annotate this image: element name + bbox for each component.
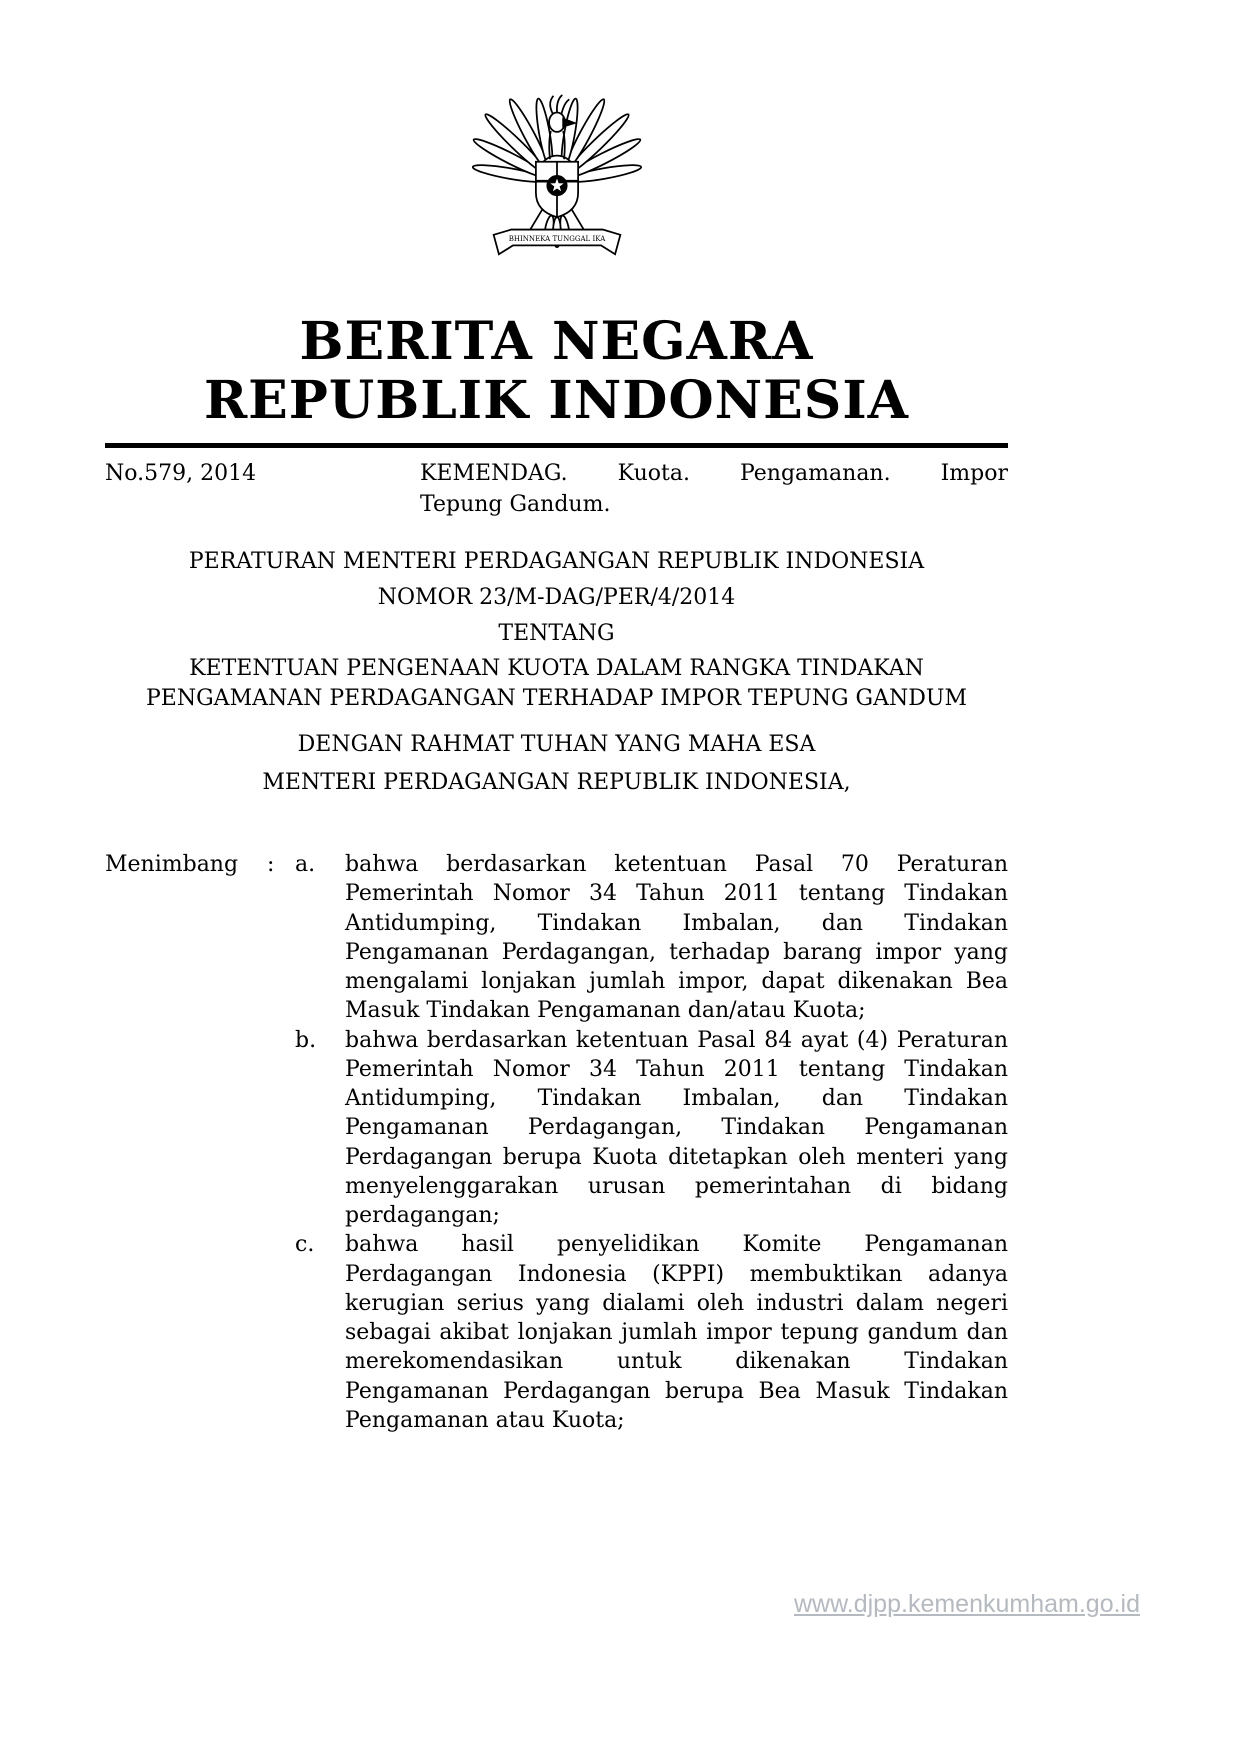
crest-icon — [550, 95, 569, 114]
page-content — [105, 0, 1008, 1435]
preamble — [105, 730, 1008, 798]
pancasila-shield-icon — [535, 162, 577, 217]
tentang-label: TENTANG — [498, 620, 615, 646]
regulation-number: NOMOR 23/M-DAG/PER/4/2014 — [377, 585, 736, 610]
motto-ribbon-icon — [493, 230, 620, 255]
issue-number: No.579, 2014 — [105, 460, 257, 486]
item-letter-c: c. — [295, 1232, 315, 1258]
issue-row — [105, 458, 1008, 522]
authority-line: MENTERI PERDAGANGAN REPUBLIK INDONESIA, — [262, 770, 851, 796]
considering-section — [105, 850, 1008, 1435]
item-text-a: bahwa berdasarkan ketentuan Pasal 70 Peraturan Pemerintah Nomor 34 Tahun 2011 tentang Tindakan Antidumping, Tindakan Imbalan, dan Tindakan Pengamanan Perdagangan, terhadap barang impor yang mengalami lonjakan jumlah impor, dapat dikenakan Bea Masuk Tindakan Pengamanan dan/atau Kuota; — [345, 852, 1008, 1024]
masthead-rule — [105, 443, 1008, 448]
item-letter-b: b. — [295, 1027, 317, 1053]
footer-link[interactable]: www.djpp.kemenkumham.go.id — [794, 1590, 1140, 1618]
motto-text: BHINNEKA TUNGGAL IKA — [508, 234, 605, 243]
regulation-subject: KETENTUAN PENGENAAN KUOTA DALAM RANGKA TINDAKAN PENGAMANAN PERDAGANGAN TERHADAP IMPOR TEPUNG GANDUM — [146, 656, 967, 712]
regulation-heading — [105, 547, 1008, 713]
invocation-line: DENGAN RAHMAT TUHAN YANG MAHA ESA — [297, 731, 816, 757]
spacer — [267, 1230, 295, 1435]
garuda-pancasila-icon — [469, 78, 645, 272]
spacer — [105, 1230, 267, 1435]
issue-subject-line1: KEMENDAG. Kuota. Pengamanan. Impor — [420, 460, 1008, 486]
menimbang-colon: : — [267, 852, 275, 878]
spacer — [267, 1026, 295, 1231]
issue-subject-line2: Tepung Gandum. — [420, 492, 611, 518]
item-letter-a: a. — [295, 852, 316, 878]
item-text-b: bahwa berdasarkan ketentuan Pasal 84 ayat (4) Peraturan Pemerintah Nomor 34 Tahun 2011 tentang Tindakan Antidumping, Tindakan Imbalan, dan Tindakan Pengamanan Perdagangan, Tindakan Pengamanan Perdagangan berupa Kuota ditetapkan oleh menteri yang menyelenggarakan urusan pemerintahan di bidang perdagangan; — [345, 1027, 1008, 1229]
garuda-emblem — [105, 0, 1008, 272]
masthead — [105, 312, 1008, 431]
menimbang-label: Menimbang — [105, 852, 239, 878]
item-text-c: bahwa hasil penyelidikan Komite Pengamanan Perdagangan Indonesia (KPPI) membuktikan adanya kerugian serius yang dialami oleh industri dalam negeri sebagai akibat lonjakan jumlah impor tepung gandum dan merekomendasikan untuk dikenakan Tindakan Pengamanan Perdagangan berupa Bea Masuk Tindakan Pengamanan atau Kuota; — [345, 1232, 1008, 1433]
issue-subject — [420, 458, 1008, 522]
masthead-title-line1: BERITA NEGARA — [299, 311, 814, 372]
masthead-title-line2: REPUBLIK INDONESIA — [203, 370, 910, 432]
regulation-title: PERATURAN MENTERI PERDAGANGAN REPUBLIK INDONESIA — [188, 549, 925, 575]
spacer — [105, 1026, 267, 1231]
